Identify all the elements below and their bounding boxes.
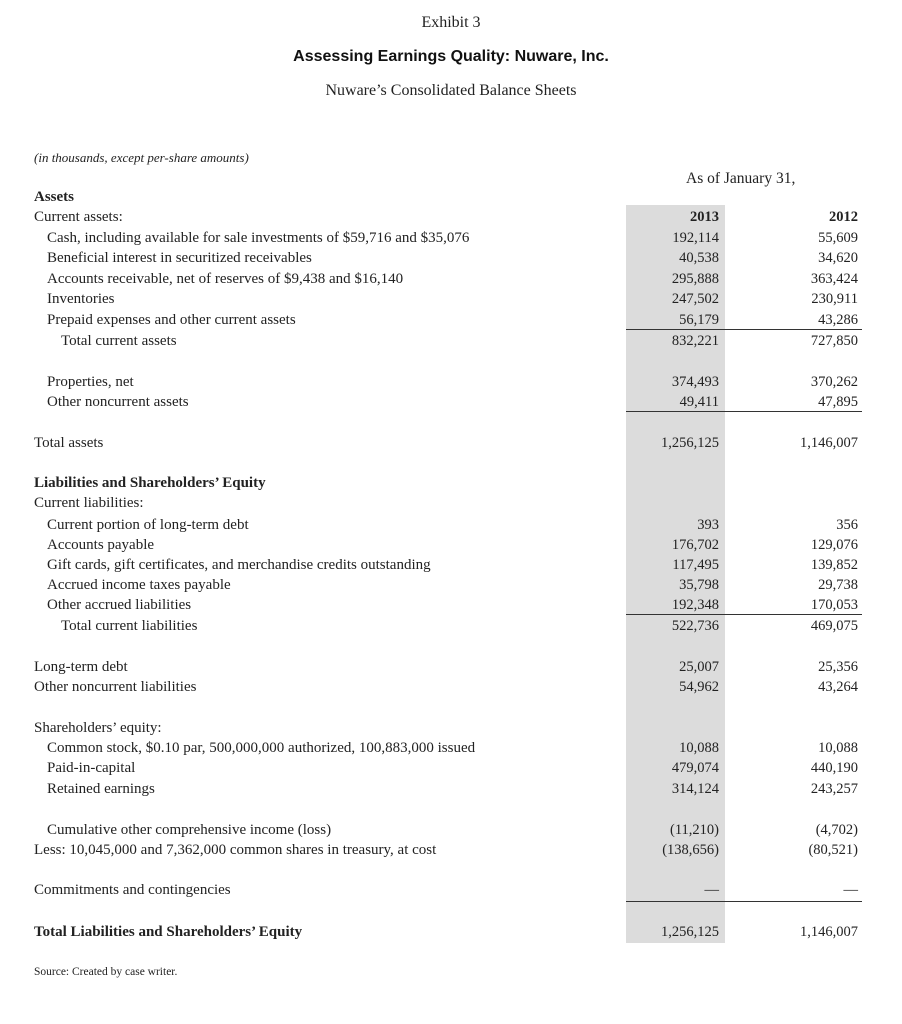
subtotal-rule <box>626 329 862 330</box>
row-label-treasury-shares: Less: 10,045,000 and 7,362,000 common shares in treasury, at cost <box>34 842 437 858</box>
row-value-2012-total-current-assets: 727,850 <box>810 333 858 349</box>
row-label-other-noncurrent-assets: Other noncurrent assets <box>47 394 189 410</box>
row-value-2012-total-assets: 1,146,007 <box>800 435 858 451</box>
row-value-2013-inventories: 247,502 <box>671 291 719 307</box>
row-value-2012-beneficial-interest: 34,620 <box>818 250 858 266</box>
row-value-2013-other-noncurrent-liabilities: 54,962 <box>679 679 719 695</box>
row-value-2013-other-accrued-liabilities: 192,348 <box>671 597 719 613</box>
row-label-accrued-income-taxes: Accrued income taxes payable <box>47 577 231 593</box>
row-label-current-portion-ltd: Current portion of long-term debt <box>47 517 249 533</box>
row-value-2013-prepaid-expenses: 56,179 <box>679 312 719 328</box>
row-value-2012-treasury-shares: (80,521) <box>808 842 858 858</box>
row-value-2012-prepaid-expenses: 43,286 <box>818 312 858 328</box>
row-value-2012-total-current-liabilities: 469,075 <box>810 618 858 634</box>
subtotal-rule <box>626 901 862 902</box>
row-label-total-liabilities-equity: Total Liabilities and Shareholders’ Equity <box>34 924 303 940</box>
row-value-2012-aoci: (4,702) <box>815 822 858 838</box>
row-value-2012-accounts-receivable: 363,424 <box>810 271 858 287</box>
row-value-2013-current-portion-ltd: 393 <box>697 517 719 533</box>
row-value-2013-total-assets: 1,256,125 <box>661 435 719 451</box>
row-value-2013-long-term-debt: 25,007 <box>679 659 719 675</box>
row-label-accounts-payable: Accounts payable <box>47 537 155 553</box>
row-label-retained-earnings: Retained earnings <box>47 781 155 797</box>
row-label-total-current-liabilities: Total current liabilities <box>61 618 198 634</box>
column-header-2012: 2012 <box>829 209 858 225</box>
row-value-2012-gift-cards: 139,852 <box>810 557 858 573</box>
subtotal-rule <box>626 411 862 412</box>
section-assets: Assets <box>34 189 74 205</box>
row-value-2012-accrued-income-taxes: 29,738 <box>818 577 858 593</box>
subtotal-rule <box>626 614 862 615</box>
row-value-2012-other-accrued-liabilities: 170,053 <box>810 597 858 613</box>
row-value-2012-properties: 370,262 <box>810 374 858 390</box>
row-value-2013-cash: 192,114 <box>672 230 719 246</box>
as-of-header: As of January 31, <box>686 170 796 187</box>
units-note: (in thousands, except per-share amounts) <box>34 150 249 165</box>
row-value-2012-common-stock: 10,088 <box>818 740 858 756</box>
row-value-2013-gift-cards: 117,495 <box>672 557 719 573</box>
row-label-long-term-debt: Long-term debt <box>34 659 128 675</box>
exhibit-label: Exhibit 3 <box>421 14 481 31</box>
row-value-2013-treasury-shares: (138,656) <box>662 842 719 858</box>
row-label-prepaid-expenses: Prepaid expenses and other current assets <box>47 312 296 328</box>
row-value-2013-accounts-receivable: 295,888 <box>671 271 719 287</box>
document-subtitle: Nuware’s Consolidated Balance Sheets <box>325 82 577 99</box>
row-value-2012-other-noncurrent-assets: 47,895 <box>818 394 858 410</box>
row-value-2012-inventories: 230,911 <box>811 291 858 307</box>
column-header-2013: 2013 <box>690 209 719 225</box>
section-current-assets: Current assets: <box>34 209 123 225</box>
row-label-common-stock: Common stock, $0.10 par, 500,000,000 authorized, 100,883,000 issued <box>47 740 476 756</box>
row-value-2013-beneficial-interest: 40,538 <box>679 250 719 266</box>
row-value-2012-paid-in-capital: 440,190 <box>810 760 858 776</box>
row-label-other-accrued-liabilities: Other accrued liabilities <box>47 597 192 613</box>
row-label-gift-cards: Gift cards, gift certificates, and merchandise credits outstanding <box>47 557 431 573</box>
row-label-total-assets: Total assets <box>34 435 104 451</box>
row-label-total-current-assets: Total current assets <box>61 333 177 349</box>
row-label-aoci: Cumulative other comprehensive income (loss) <box>47 822 332 838</box>
section-current-liabilities: Current liabilities: <box>34 495 144 511</box>
row-label-paid-in-capital: Paid-in-capital <box>47 760 136 776</box>
row-value-2013-properties: 374,493 <box>671 374 719 390</box>
row-value-2012-accounts-payable: 129,076 <box>810 537 858 553</box>
row-label-beneficial-interest: Beneficial interest in securitized receivables <box>47 250 312 266</box>
row-label-other-noncurrent-liabilities: Other noncurrent liabilities <box>34 679 197 695</box>
row-label-inventories: Inventories <box>47 291 115 307</box>
row-label-properties: Properties, net <box>47 374 134 390</box>
row-label-accounts-receivable: Accounts receivable, net of reserves of $9,438 and $16,140 <box>47 271 404 287</box>
row-value-2012-total-liabilities-equity: 1,146,007 <box>800 924 858 940</box>
row-value-2012-long-term-debt: 25,356 <box>818 659 858 675</box>
row-value-2012-retained-earnings: 243,257 <box>810 781 858 797</box>
row-value-2013-aoci: (11,210) <box>670 822 719 838</box>
row-value-2013-accounts-payable: 176,702 <box>671 537 719 553</box>
row-value-2013-accrued-income-taxes: 35,798 <box>679 577 719 593</box>
row-value-2012-cash: 55,609 <box>818 230 858 246</box>
row-value-2013-total-current-assets: 832,221 <box>671 333 719 349</box>
section-liabilities-equity: Liabilities and Shareholders’ Equity <box>34 475 266 491</box>
source-note: Source: Created by case writer. <box>34 966 178 978</box>
row-label-commitments: Commitments and contingencies <box>34 882 231 898</box>
row-value-2012-commitments: — <box>843 882 858 898</box>
row-value-2013-total-current-liabilities: 522,736 <box>671 618 719 634</box>
row-label-cash: Cash, including available for sale investments of $59,716 and $35,076 <box>47 230 470 246</box>
row-value-2013-common-stock: 10,088 <box>679 740 719 756</box>
row-value-2013-commitments: — <box>704 882 719 898</box>
section-shareholders-equity: Shareholders’ equity: <box>34 720 162 736</box>
row-value-2013-retained-earnings: 314,124 <box>671 781 719 797</box>
document-title: Assessing Earnings Quality: Nuware, Inc. <box>293 48 609 65</box>
row-value-2013-total-liabilities-equity: 1,256,125 <box>661 924 719 940</box>
row-value-2013-other-noncurrent-assets: 49,411 <box>679 394 719 410</box>
row-value-2012-other-noncurrent-liabilities: 43,264 <box>818 679 858 695</box>
row-value-2013-paid-in-capital: 479,074 <box>671 760 719 776</box>
row-value-2012-current-portion-ltd: 356 <box>836 517 858 533</box>
